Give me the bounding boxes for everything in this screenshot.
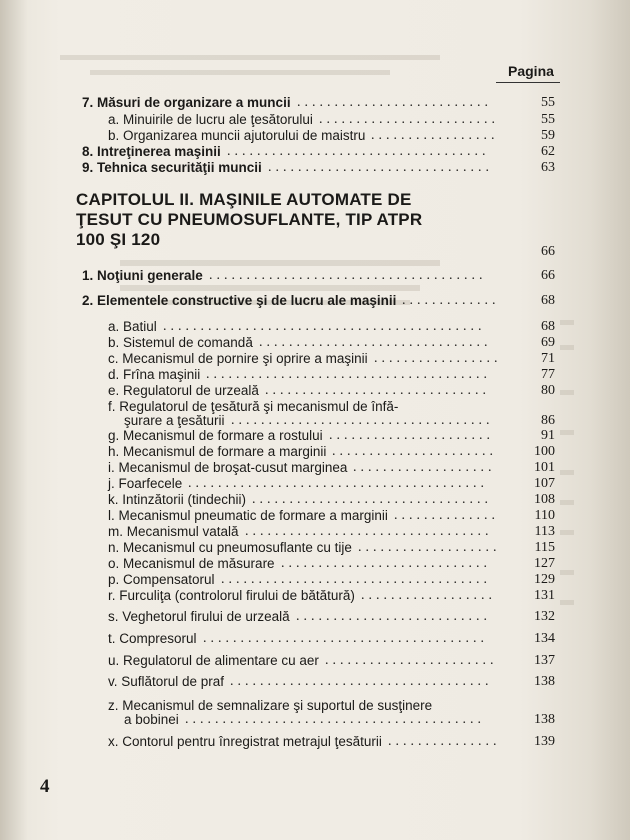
toc-entry-page: 115 xyxy=(534,540,555,555)
toc-entry-page: 129 xyxy=(534,572,555,587)
dot-leader: .................. xyxy=(361,588,496,603)
dot-leader: ........................................ xyxy=(185,712,485,727)
toc-entry-page: 80 xyxy=(541,383,555,398)
dot-leader: ................................. xyxy=(245,524,493,539)
toc-row xyxy=(0,712,630,732)
toc-entry-page: 110 xyxy=(534,508,555,523)
toc-entry-page: 77 xyxy=(541,367,555,382)
toc-entry-page: 113 xyxy=(534,524,555,539)
dot-leader: ...................................... xyxy=(206,367,491,382)
toc-entry-page: 100 xyxy=(534,444,555,459)
toc-entry-page: 138 xyxy=(534,712,555,727)
dot-leader: .............................. xyxy=(265,383,490,398)
toc-row xyxy=(0,609,630,629)
chapter-page-number: 66 xyxy=(541,244,555,259)
dot-leader: ........................................ xyxy=(188,476,488,491)
dot-leader: .......................... xyxy=(297,95,492,110)
toc-entry-label: şurare a ţesăturii xyxy=(124,413,225,428)
page-number: 4 xyxy=(40,776,50,797)
toc-row xyxy=(0,293,630,313)
toc-entry-page: 69 xyxy=(541,335,555,350)
toc-entry-page: 127 xyxy=(534,556,555,571)
toc-entry-label: k. Intinzătorii (tindechii) xyxy=(108,492,247,507)
toc-row xyxy=(0,588,630,608)
toc-entry-label: u. Regulatorul de alimentare cu aer xyxy=(108,653,319,668)
dot-leader: .............. xyxy=(394,508,499,523)
dot-leader: .............................. xyxy=(268,160,493,175)
toc-entry-label: a. Batiul xyxy=(108,319,157,334)
toc-entry-page: 91 xyxy=(541,428,555,443)
toc-entry-label: a bobinei xyxy=(124,712,179,727)
dot-leader: ...................................... xyxy=(203,631,488,646)
toc-entry-label: t. Compresorul xyxy=(108,631,197,646)
toc-entry-label: o. Mecanismul de măsurare xyxy=(108,556,275,571)
toc-entry-page: 59 xyxy=(541,128,555,143)
toc-entry-label: z. Mecanismul de semnalizare şi suportul de susţinere xyxy=(108,698,433,713)
toc-entry-page: 55 xyxy=(541,112,555,127)
toc-entry-page: 131 xyxy=(534,588,555,603)
toc-row xyxy=(0,268,630,288)
dot-leader: ................................... xyxy=(230,674,493,689)
chapter-title-line-1: CAPITOLUL II. MAŞINILE AUTOMATE DE xyxy=(76,190,412,209)
toc-entry-page: 62 xyxy=(541,144,555,159)
toc-row xyxy=(0,160,630,180)
dot-leader: ....................... xyxy=(325,653,498,668)
dot-leader: ................................ xyxy=(252,492,492,507)
toc-entry-page: 137 xyxy=(534,653,555,668)
toc-entry-label: s. Veghetorul firului de urzeală xyxy=(108,609,290,624)
dot-leader: ................................... xyxy=(227,144,490,159)
toc-entry-label: l. Mecanismul pneumatic de formare a marginii xyxy=(108,508,388,523)
toc-entry-page: 71 xyxy=(541,351,555,366)
toc-entry-page: 108 xyxy=(534,492,555,507)
dot-leader: ............................ xyxy=(281,556,491,571)
toc-entry-label: c. Mecanismul de pornire şi oprire a maşinii xyxy=(108,351,368,366)
toc-entry-label: v. Suflătorul de praf xyxy=(108,674,225,689)
chapter-title-line-2: ŢESUT CU PNEUMOSUFLANTE, TIP ATPR xyxy=(76,210,423,229)
toc-entry-page: 138 xyxy=(534,674,555,689)
dot-leader: ..................................... xyxy=(209,268,487,283)
toc-entry-label: 1. Noţiuni generale xyxy=(82,268,203,283)
toc-entry-page: 107 xyxy=(534,476,555,491)
dot-leader: ............... xyxy=(388,734,501,749)
dot-leader: ........................................... xyxy=(163,319,486,334)
toc-entry-page: 66 xyxy=(541,268,555,283)
header-rule xyxy=(496,82,560,83)
toc-entry-label: n. Mecanismul cu pneumosuflante cu tije xyxy=(108,540,352,555)
toc-entry-label: m. Mecanismul vatală xyxy=(108,524,239,539)
toc-entry-label: r. Furculiţa (controlorul firului de bătătură) xyxy=(108,588,355,603)
toc-row xyxy=(0,631,630,651)
chapter-heading xyxy=(76,190,506,250)
toc-entry-page: 68 xyxy=(541,293,555,308)
toc-entry-page: 139 xyxy=(534,734,555,749)
chapter-title-line-3: 100 ŞI 120 xyxy=(76,230,161,249)
toc-row xyxy=(0,653,630,673)
dot-leader: ........................ xyxy=(319,112,499,127)
toc-entry-label: j. Foarfecele xyxy=(108,476,183,491)
dot-leader: ................................... xyxy=(231,413,494,428)
dot-leader: ................... xyxy=(358,540,501,555)
toc-entry-label: i. Mecanismul de broşat-cusut marginea xyxy=(108,460,348,475)
toc-entry-label: h. Mecanismul de formare a marginii xyxy=(108,444,327,459)
toc-row xyxy=(0,674,630,694)
toc-entry-label: x. Contorul pentru înregistrat metrajul ţesăturii xyxy=(108,734,382,749)
toc-entry-page: 68 xyxy=(541,319,555,334)
dot-leader: .......................... xyxy=(296,609,491,624)
toc-entry-label: a. Minuirile de lucru ale ţesătorului xyxy=(108,112,313,127)
toc-entry-label: e. Regulatorul de urzeală xyxy=(108,383,259,398)
chapter-page-row xyxy=(0,244,630,264)
toc-entry-label: b. Organizarea muncii ajutorului de maistru xyxy=(108,128,366,143)
toc-entry-label: f. Regulatorul de ţesătură şi mecanismul de înfă- xyxy=(108,399,399,414)
toc-entry-page: 101 xyxy=(534,460,555,475)
toc-entry-page: 134 xyxy=(534,631,555,646)
toc-row xyxy=(0,734,630,754)
toc-entry-page: 63 xyxy=(541,160,555,175)
dot-leader: ............. xyxy=(402,293,500,308)
toc-entry-label: b. Sistemul de comandă xyxy=(108,335,253,350)
dot-leader: ................... xyxy=(353,460,496,475)
dot-leader: ................. xyxy=(374,351,502,366)
dot-leader: ...................... xyxy=(329,428,494,443)
toc-entry-label: 2. Elementele constructive şi de lucru ale maşinii xyxy=(82,293,397,308)
toc-entry-label: g. Mecanismul de formare a rostului xyxy=(108,428,323,443)
dot-leader: ................. xyxy=(371,128,499,143)
toc-entry-label: d. Frîna maşinii xyxy=(108,367,201,382)
page-column-header: Pagina xyxy=(508,63,554,79)
toc-entry-label: 7. Măsuri de organizare a muncii xyxy=(82,95,291,110)
toc-entry-page: 55 xyxy=(541,95,555,110)
dot-leader: ...................... xyxy=(332,444,497,459)
dot-leader: ............................... xyxy=(259,335,492,350)
dot-leader: .................................... xyxy=(221,572,491,587)
toc-entry-label: 8. Intreţinerea maşinii xyxy=(82,144,221,159)
toc-entry-label: p. Compensatorul xyxy=(108,572,215,587)
toc-entry-page: 132 xyxy=(534,609,555,624)
toc-entry-page: 86 xyxy=(541,413,555,428)
toc-entry-label: 9. Tehnica securităţii muncii xyxy=(82,160,262,175)
